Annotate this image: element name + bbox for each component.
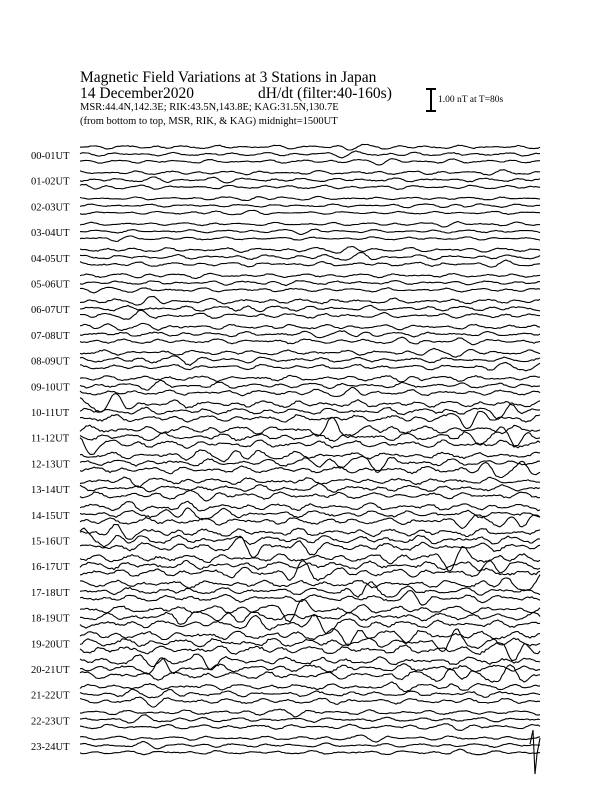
series-line-kag	[80, 749, 540, 755]
scale-label: 1.00 nT at T=80s	[438, 95, 504, 105]
series-line-rik	[80, 629, 540, 651]
series-line-kag	[80, 260, 540, 267]
series-line-rik	[80, 483, 540, 492]
row-label: 10-11UT	[31, 408, 70, 419]
chart-title: Magnetic Field Variations at 3 Stations in Japan	[80, 69, 377, 86]
series-line-msr	[80, 323, 540, 330]
series-line-rik	[80, 331, 540, 338]
series-line-kag	[80, 310, 540, 319]
series-line-rik	[80, 356, 540, 366]
row-label: 11-12UT	[31, 433, 70, 445]
series-line-msr	[80, 144, 540, 150]
row-label: 08-09UT	[31, 356, 70, 368]
row-label: 15-16UT	[31, 536, 70, 548]
row-label: 19-20UT	[31, 639, 70, 651]
series-line-msr	[80, 222, 540, 227]
series-line-msr	[80, 709, 540, 717]
series-line-kag	[80, 411, 540, 428]
chart-quantity: dH/dt (filter:40-160s)	[258, 85, 392, 102]
series-line-kag	[80, 159, 540, 165]
series-line-rik	[80, 742, 540, 749]
row-label: 14-15UT	[31, 510, 70, 522]
series-line-msr	[80, 375, 540, 382]
series-line-msr	[80, 348, 540, 357]
series-line-rik	[80, 151, 540, 158]
series-line-msr	[80, 575, 540, 591]
row-label: 07-08UT	[31, 330, 70, 342]
row-label: 01-02UT	[31, 176, 70, 188]
row-label: 17-18UT	[31, 587, 70, 599]
series-line-kag	[80, 387, 540, 396]
series-line-kag	[80, 210, 540, 214]
series-line-kag	[80, 697, 540, 707]
series-line-rik	[80, 229, 540, 234]
series-line-rik	[80, 177, 540, 183]
series-line-msr	[80, 735, 540, 742]
series-line-msr	[80, 501, 540, 511]
series-line-msr	[80, 297, 540, 306]
chart-date: 14 December2020	[80, 85, 195, 102]
series-line-rik	[80, 380, 540, 390]
series-line-rik	[80, 305, 540, 311]
row-label: 20-21UT	[31, 665, 70, 676]
series-line-msr	[80, 654, 540, 670]
row-label: 13-14UT	[31, 485, 70, 497]
series-line-rik	[80, 689, 540, 698]
series-line-kag	[80, 287, 540, 293]
series-line-rik	[80, 715, 540, 723]
series-line-kag	[80, 184, 540, 189]
row-label: 04-05UT	[31, 253, 70, 265]
series-line-rik	[80, 253, 540, 261]
station-order-note: (from bottom to top, MSR, RIK, & KAG) midnight=1500UT	[80, 116, 338, 127]
series-line-rik	[80, 204, 540, 208]
series-line-kag	[80, 363, 540, 371]
row-label: 12-13UT	[31, 459, 70, 471]
row-label: 05-06UT	[31, 279, 70, 291]
series-line-msr	[80, 477, 540, 487]
series-line-rik	[80, 281, 540, 286]
series-line-kag	[80, 236, 540, 242]
series-line-kag	[80, 665, 540, 682]
row-label: 03-04UT	[31, 228, 70, 240]
row-label: 06-07UT	[31, 305, 70, 317]
row-label: 22-23UT	[31, 716, 70, 728]
series-line-kag	[80, 337, 540, 345]
row-label: 09-10UT	[31, 382, 70, 394]
series-line-msr	[80, 273, 540, 278]
row-label: 02-03UT	[31, 202, 70, 214]
series-line-msr	[80, 247, 540, 254]
series-line-msr	[80, 682, 540, 692]
row-label: 16-17UT	[31, 562, 70, 574]
series-line-kag	[80, 724, 540, 731]
series-line-msr	[80, 525, 540, 540]
row-label: 00-01UT	[31, 151, 70, 162]
row-label: 21-22UT	[31, 690, 70, 702]
station-coordinates: MSR:44.4N,142.3E; RIK:43.5N,143.8E; KAG:31.5N,130.7E	[80, 102, 339, 113]
row-label: 18-19UT	[31, 613, 70, 625]
series-line-msr	[80, 170, 540, 175]
series-line-msr	[80, 196, 540, 200]
series-line-msr	[80, 547, 540, 572]
row-label: 23-24UT	[31, 742, 70, 754]
